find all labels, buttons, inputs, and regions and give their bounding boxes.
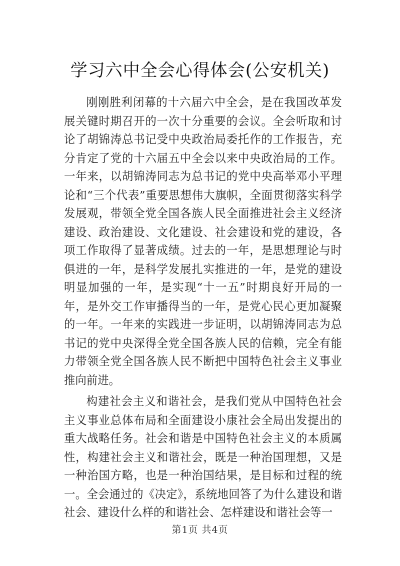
document-title: 学习六中全会心得体会(公安机关) — [70, 61, 330, 81]
paragraph-1: 刚刚胜利闭幕的十六届六中全会，是在我国改革发展关键时期召开的一次十分重要的会议。全会听取和讨论了胡锦涛总书记受中央政治局委托作的工作报告，充分肯定了党的十六届五中全会以来中央政治局的工作。一年来，以胡锦涛同志为总书记的党中央高举邓小平理论和“三个代表”重要思想伟大旗帜，全面贯彻落实科学发展观，带领全党全国各族人民全面推进社会主义经济建设、政治建设、文化建设、社会建设和党的建设，各项工作取得了显著成绩。过去的一年，是思想理论与时俱进的一年，是科学发展扎实推进的一年，是党的建设明显加强的一年，是实现“十一五”时期良好开局的一年，是外交工作审播得当的一年，是党心民心更加凝聚的一年。一年来的实践进一步证明，以胡锦涛同志为总书记的党中央深得全党全国各族人民的信赖，完全有能力带领全党全国各族人民不断把中国特色社会主义事业推向前进。 — [64, 96, 342, 387]
page-footer: 第1页 共4页 — [171, 525, 229, 536]
document-body — [64, 94, 342, 523]
paragraph-2: 构建社会主义和谐社会，是我们党从中国特色社会主义事业总体布局和全面建设小康社会全局出发提出的重大战略任务。社会和谐是中国特色社会主义的本质属性，构建社会主义和谐社会，既是一种治国理想，又是一种治国方略，也是一种治国结果，是目标和过程的统一。全会通过的《决定》，系统地回答了为什么建设和谐社会、建设什么样的和谐社会、怎样建设和谐社会等一 — [64, 395, 342, 519]
